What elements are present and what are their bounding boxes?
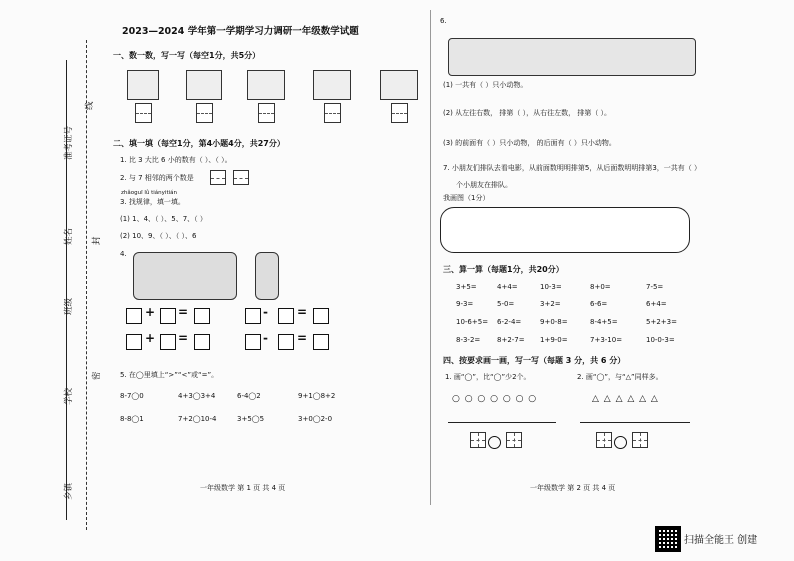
eq1-box-a[interactable]: [126, 308, 142, 324]
class-label: 班级: [64, 297, 74, 315]
picture-fish: [313, 70, 351, 100]
page-title: 2023—2024 学年第一学期学习力调研一年级数学试题: [122, 26, 359, 37]
question-4-1: 1. 画“◯”，比“◯”少2个。: [445, 373, 531, 381]
answer-box[interactable]: [632, 432, 648, 448]
answer-box-4[interactable]: [324, 103, 341, 123]
equals-sign: =: [178, 331, 189, 345]
answer-box[interactable]: [506, 432, 522, 448]
question-7: 7. 小朋友们排队去看电影，从前面数明明排第5，从后面数明明排第3，一共有（ ）: [443, 164, 702, 172]
equals-sign: =: [297, 331, 308, 345]
compare-item[interactable]: 9+1◯8+2: [298, 392, 336, 400]
question-2-5: 5. 在◯里填上“>”“<”或“=”。: [120, 371, 219, 379]
section-4-title: 四、按要求画一画，写一写（每题 3 分，共 6 分）: [443, 356, 626, 365]
scanner-watermark: 扫描全能王 创建: [684, 535, 758, 546]
calc-item: 10-3=: [540, 283, 562, 291]
question-2-3a: (1) 1、4、（ ）、5、7、（ ）: [120, 215, 207, 223]
picture-cars: [247, 70, 285, 100]
eq3-box-b[interactable]: [160, 334, 176, 350]
question-6-1: (1) 一共有（ ）只小动物。: [443, 81, 528, 89]
eq3-box-a[interactable]: [126, 334, 142, 350]
line-mark: 线: [85, 101, 95, 110]
draw-prompt: 我画图（1分）: [443, 194, 490, 202]
neighbor-box-2[interactable]: [233, 170, 249, 185]
calc-item: 8-4+5=: [590, 318, 618, 326]
eq4-box-b[interactable]: [278, 334, 294, 350]
compare-circle[interactable]: [614, 432, 627, 451]
minus-sign: -: [263, 305, 268, 319]
plus-sign: +: [145, 331, 156, 345]
triangles-row: △ △ △ △ △ △: [592, 394, 659, 404]
calc-item: 8-3-2=: [456, 336, 481, 344]
calc-item: 7+3-10=: [590, 336, 623, 344]
answer-box-1[interactable]: [135, 103, 152, 123]
answer-box[interactable]: [470, 432, 486, 448]
calc-item: 1+9-0=: [540, 336, 568, 344]
mushrooms-group-right: [255, 252, 279, 300]
answer-box-3[interactable]: [258, 103, 275, 123]
left-footer: 一年级数学 第 1 页 共 4 页: [200, 484, 286, 492]
question-2-3: 3. 找规律，填一填。: [120, 198, 185, 206]
answer-box-2[interactable]: [196, 103, 213, 123]
compare-item[interactable]: 6-4◯2: [237, 392, 261, 400]
eq2-box-b[interactable]: [278, 308, 294, 324]
minus-sign: -: [263, 331, 268, 345]
school-label: 学校: [64, 387, 74, 405]
answer-box-5[interactable]: [391, 103, 408, 123]
right-footer: 一年级数学 第 2 页 共 4 页: [530, 484, 616, 492]
equals-sign: =: [178, 305, 189, 319]
question-4-2: 2. 画“◯”，与“△”同样多。: [577, 373, 663, 381]
compare-item[interactable]: 3+0◯2-0: [298, 415, 333, 423]
eq1-box-b[interactable]: [160, 308, 176, 324]
calc-item: 10-0-3=: [646, 336, 675, 344]
town-label: 乡镇: [64, 482, 74, 500]
question-6-3: (3) 的前面有（ ）只小动物， 的后面有（ ）只小动物。: [443, 139, 616, 147]
answer-box[interactable]: [596, 432, 612, 448]
compare-item[interactable]: 8-7◯0: [120, 392, 144, 400]
question-2-2: 2. 与 7 相邻的两个数是: [120, 174, 194, 182]
page-divider: [430, 10, 431, 505]
neighbor-box-1[interactable]: [210, 170, 226, 185]
calc-item: 5+2+3=: [646, 318, 677, 326]
calc-item: 5-0=: [497, 300, 515, 308]
drawing-line-2: [580, 422, 690, 423]
question-2-1: 1. 比 3 大比 6 小的数有（ ）、（ ）。: [120, 156, 232, 164]
animals-row-picture: [448, 38, 696, 76]
qr-code-icon: [655, 526, 681, 552]
eq2-box-c[interactable]: [313, 308, 329, 324]
compare-circle[interactable]: [488, 432, 501, 451]
calc-item: 3+5=: [456, 283, 477, 291]
seal-mark: 封: [92, 236, 102, 245]
question-6-2: (2) 从左往右数， 排第（ ），从右往左数， 排第（ ）。: [443, 109, 612, 117]
calc-item: 6-2-4=: [497, 318, 522, 326]
question-6: 6.: [440, 17, 447, 25]
mushrooms-group-left: [133, 252, 237, 300]
drawing-line-1: [448, 422, 556, 423]
calc-item: 6-6=: [590, 300, 608, 308]
exam-no-label: 准考证号: [64, 125, 74, 160]
eq1-box-c[interactable]: [194, 308, 210, 324]
name-label: 姓名: [64, 227, 74, 245]
calc-item: 8+2-7=: [497, 336, 525, 344]
calc-item: 3+2=: [540, 300, 561, 308]
compare-item[interactable]: 8-8◯1: [120, 415, 144, 423]
calc-item: 6+4=: [646, 300, 667, 308]
calc-item: 7-5=: [646, 283, 664, 291]
question-2-3-pinyin: zhǎoguī lǜ tiányitián: [121, 190, 177, 196]
calc-item: 9+0-8=: [540, 318, 568, 326]
calc-item: 10-6+5=: [456, 318, 489, 326]
eq4-box-c[interactable]: [313, 334, 329, 350]
picture-flowers: [380, 70, 418, 100]
question-7-cont: 个小朋友在排队。: [456, 181, 512, 189]
eq2-box-a[interactable]: [245, 308, 261, 324]
equals-sign: =: [297, 305, 308, 319]
eq4-box-a[interactable]: [245, 334, 261, 350]
secret-mark: 密: [92, 371, 102, 380]
question-2-4: 4.: [120, 250, 127, 258]
binding-dashed-line: [86, 40, 87, 530]
circles-row: ○ ○ ○ ○ ○ ○ ○: [452, 394, 538, 404]
calc-item: 9-3=: [456, 300, 474, 308]
eq3-box-c[interactable]: [194, 334, 210, 350]
compare-item[interactable]: 7+2◯10-4: [178, 415, 217, 423]
drawing-area[interactable]: [440, 207, 690, 253]
picture-boxes: [186, 70, 222, 100]
question-2-3b: (2) 10、9、（ ）、（ ）、6: [120, 232, 197, 240]
section-2-title: 二、填一填（每空1分，第4小题4分，共27分）: [113, 139, 285, 148]
calc-item: 4+4=: [497, 283, 518, 291]
calc-item: 8+0=: [590, 283, 611, 291]
compare-item[interactable]: 3+5◯5: [237, 415, 265, 423]
section-1-title: 一、数一数，写一写（每空1分，共5分）: [113, 51, 261, 60]
picture-apples: [127, 70, 159, 100]
plus-sign: +: [145, 305, 156, 319]
section-3-title: 三、算一算（每题1分，共20分）: [443, 265, 564, 274]
compare-item[interactable]: 4+3◯3+4: [178, 392, 216, 400]
